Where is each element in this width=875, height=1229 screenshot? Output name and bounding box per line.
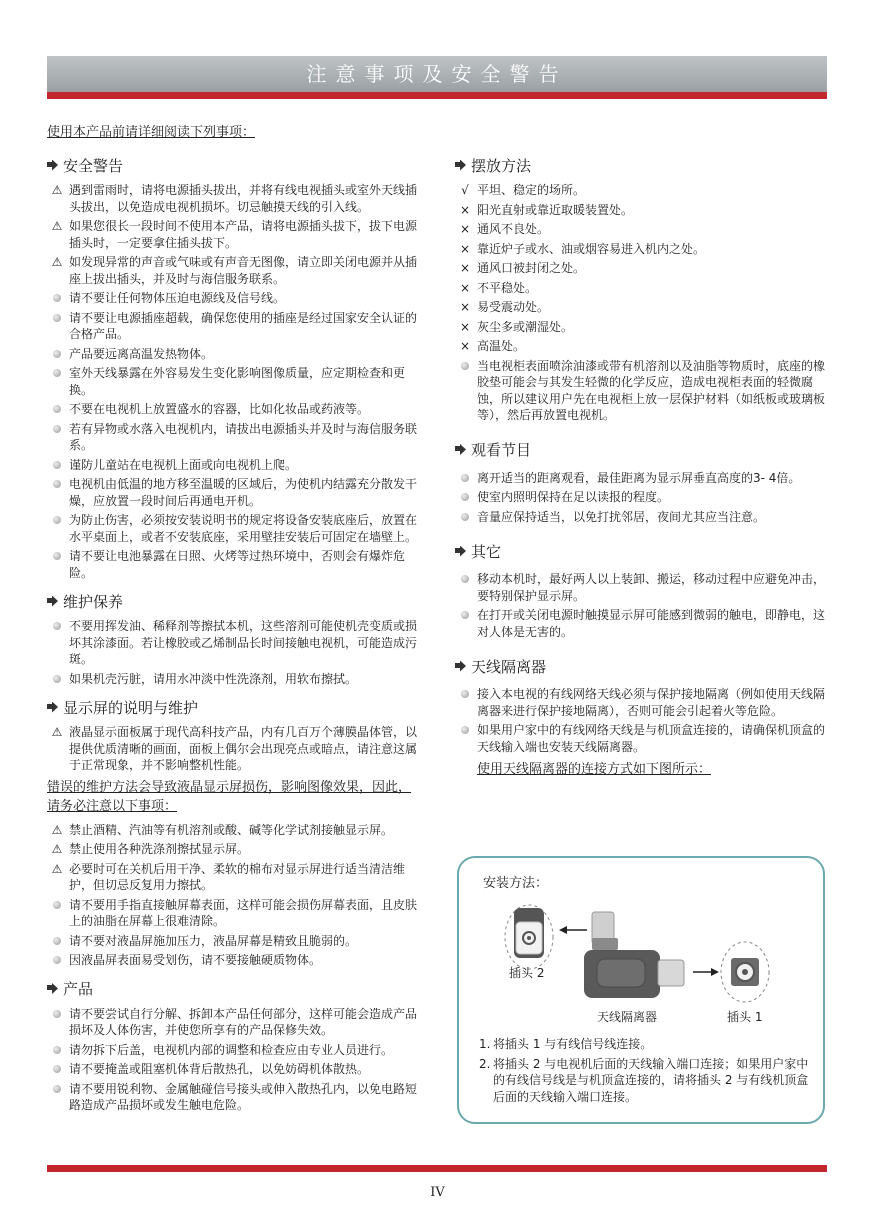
list-item-text: 室外天线暴露在外容易发生变化影响图像质量，应定期检查和更换。 — [69, 366, 406, 397]
page-title-banner — [47, 56, 827, 92]
section-marker-icon — [455, 546, 466, 557]
list-item — [47, 1006, 420, 1039]
list-item — [455, 722, 827, 755]
list-item — [47, 1081, 420, 1114]
section-marker-icon — [47, 160, 58, 171]
intro-text: 使用本产品前请详细阅读下列事项： — [47, 125, 256, 140]
warning-icon: ⚠ — [51, 255, 63, 269]
list-item-text: 禁止酒精、汽油等有机溶剂或酸、碱等化学试剂接触显示屏。 — [69, 822, 394, 837]
list-item-text: 如果您很长一段时间不使用本产品，请将电源插头拔下，拔下电源插头时，一定要拿住插头拔下。 — [69, 219, 418, 250]
list-item-text: 当电视柜表面喷涂油漆或带有机溶剂以及油脂等物质时，底座的橡胶垫可能会与其发生轻微的化学反应，造成电视柜表面的轻微腐蚀，所以建议用户先在电视柜上放一层保护材料（如纸板或玻璃板等），然后再放置电视机。 — [477, 358, 826, 422]
list-item-text: 为防止伤害，必须按安装说明书的规定将设备安装底座后，放置在水平桌面上，或者不安装底座，采用壁挂安装后可固定在墙壁上。 — [69, 513, 418, 544]
list-item-text: 电视机由低温的地方移至温暖的区域后，为使机内结露充分散发干燥，应放置一段时间后再通电开机。 — [69, 477, 418, 508]
list-item — [455, 182, 827, 199]
list-item — [47, 548, 420, 581]
list-item — [47, 618, 420, 668]
list-item-text: 不要用挥发油、稀释剂等擦拭本机，这些溶剂可能使机壳变质或损坏其涂漆面。若让橡胶或乙烯制品长时间接触电视机，可能造成污斑。 — [69, 619, 418, 666]
list-item — [455, 221, 827, 238]
list-item — [47, 218, 420, 251]
list-item — [455, 241, 827, 258]
install-diagram-box — [457, 856, 825, 1124]
install-steps — [479, 1036, 815, 1108]
plug-2-icon — [505, 905, 553, 969]
list-item-text: 请不要让任何物体压迫电源线及信号线。 — [69, 291, 286, 305]
list-item-text: 阳光直射或靠近取暖装置处。 — [477, 202, 634, 217]
plug-1-label: 插头 1 — [727, 1010, 763, 1024]
list-item — [47, 1061, 420, 1078]
cross-icon: × — [459, 202, 471, 217]
list-item — [455, 202, 827, 219]
section-screen-title: 显示屏的说明与维护 — [47, 697, 420, 717]
list-item-text: 接入本电视的有线网络天线必须与保护接地隔离（例如使用天线隔离器来进行保护接地隔离），否则可能会引起着火等危险。 — [477, 687, 826, 718]
cross-icon: × — [459, 222, 471, 236]
step-number: 1. — [479, 1037, 491, 1051]
list-item — [47, 182, 420, 215]
list-item-text: 平坦、稳定的场所。 — [477, 183, 586, 197]
list-item — [47, 1042, 420, 1059]
list-item — [455, 299, 827, 316]
cross-icon: × — [459, 339, 471, 353]
section-maintenance-title: 维护保养 — [47, 591, 420, 611]
list-item — [47, 421, 420, 454]
list-item-text: 高温处。 — [477, 339, 526, 353]
screen-list — [47, 724, 420, 774]
list-item — [47, 671, 420, 688]
arrow-left-icon — [559, 926, 587, 934]
list-item — [455, 319, 827, 336]
list-item-text: 易受震动处。 — [477, 300, 550, 314]
safety-list — [47, 182, 420, 581]
list-item — [455, 607, 827, 640]
list-item — [455, 509, 827, 526]
list-item-text: 禁止使用各种洗涤剂擦拭显示屏。 — [69, 842, 250, 856]
top-red-bar — [47, 92, 827, 99]
plug-1-icon — [721, 942, 769, 1002]
list-item-text: 使室内照明保持在足以读报的程度。 — [477, 490, 670, 504]
install-title: 安装方法： — [483, 876, 549, 891]
list-item — [47, 822, 420, 839]
screen-list-2 — [47, 822, 420, 969]
list-item — [47, 861, 420, 894]
list-item-text: 不平稳处。 — [477, 280, 538, 295]
list-item-text: 如果用户家中的有线网络天线是与机顶盒连接的，请确保机顶盒的天线输入端也安装天线隔离器。 — [477, 723, 826, 754]
placement-list — [455, 182, 827, 424]
cross-icon: × — [459, 280, 471, 295]
list-item-text: 在打开或关闭电源时触摸显示屏可能感到微弱的触电，即静电，这对人体是无害的。 — [477, 608, 826, 639]
list-item-text: 不要在电视机上放置盛水的容器，比如化妆品或药液等。 — [69, 402, 370, 416]
step-number: 2. — [479, 1056, 491, 1071]
list-item — [47, 254, 420, 287]
install-step — [479, 1036, 815, 1053]
list-item-text: 离开适当的距离观看，最佳距离为显示屏垂直高度的3- 4倍。 — [477, 470, 801, 485]
warning-icon: ⚠ — [51, 183, 63, 197]
list-item — [455, 280, 827, 297]
warning-icon: ⚠ — [51, 219, 63, 233]
list-item — [47, 724, 420, 774]
warning-icon: ⚠ — [51, 842, 63, 856]
list-item-text: 移动本机时，最好两人以上装卸、搬运，移动过程中应避免冲击，要特别保护显示屏。 — [477, 572, 826, 603]
list-item-text: 请不要尝试自行分解、拆卸本产品任何部分，这样可能会造成产品损坏及人体伤害，并使您所享有的产品保修失效。 — [69, 1006, 418, 1037]
product-list — [47, 1006, 420, 1114]
list-item — [47, 952, 420, 969]
warning-icon: ⚠ — [51, 725, 63, 739]
warning-icon: ⚠ — [51, 822, 63, 837]
list-item-text: 灰尘多或潮湿处。 — [477, 319, 574, 334]
section-other-title: 其它 — [455, 541, 827, 561]
list-item — [47, 346, 420, 363]
list-item — [47, 512, 420, 545]
left-column — [47, 155, 420, 1124]
list-item — [455, 260, 827, 277]
list-item-text: 液晶显示面板属于现代高科技产品，内有几百万个薄膜晶体管，以提供优质清晰的画面，面板上偶尔会出现亮点或暗点，请注意这属于正常现象，并不影响整机性能。 — [69, 725, 418, 772]
isolator-list — [455, 686, 827, 755]
check-icon: √ — [461, 183, 469, 197]
list-item-text: 通风口被封闭之处。 — [477, 261, 586, 275]
bottom-red-bar — [47, 1165, 827, 1172]
step-text: 将插头 1 与有线信号线连接。 — [493, 1037, 653, 1051]
cross-icon: × — [459, 319, 471, 334]
viewing-list — [455, 470, 827, 526]
list-item-text: 谨防儿童站在电视机上面或向电视机上爬。 — [69, 457, 298, 472]
list-item — [455, 358, 827, 424]
section-marker-icon — [455, 160, 466, 171]
section-viewing-title: 观看节目 — [455, 440, 827, 460]
list-item-text: 请不要让电池暴露在日照、火烤等过热环境中，否则会有爆炸危险。 — [69, 549, 406, 580]
list-item-text: 如发现异常的声音或气味或有声音无图像，请立即关闭电源并从插座上拔出插头，并及时与海信服务联系。 — [69, 255, 418, 286]
list-item — [455, 571, 827, 604]
list-item-text: 请不要用手指直接触屏幕表面，这样可能会损伤屏幕表面，且皮肤上的油脂在屏幕上很难清除。 — [69, 897, 418, 928]
list-item — [455, 338, 827, 355]
list-item-text: 请不要让电源插座超载，确保您使用的插座是经过国家安全认证的合格产品。 — [69, 310, 418, 341]
list-item — [47, 897, 420, 930]
screen-warning-note: 错误的维护方法会导致液晶显示屏损伤，影响图像效果，因此，请务必注意以下事项： — [47, 779, 412, 814]
section-marker-icon — [47, 702, 58, 713]
list-item-text: 若有异物或水落入电视机内，请拔出电源插头并及时与海信服务联系。 — [69, 421, 418, 452]
page-title: 注意事项及安全警告 — [306, 62, 568, 86]
list-item — [47, 933, 420, 950]
list-item-text: 请不要掩盖或阻塞机体背后散热孔，以免妨碍机体散热。 — [69, 1062, 370, 1076]
list-item-text: 产品要远离高温发热物体。 — [69, 346, 214, 361]
isolator-connection-note: 使用天线隔离器的连接方式如下图所示： — [477, 762, 712, 777]
list-item-text: 请不要对液晶屏施加压力，液晶屏幕是精致且脆弱的。 — [69, 933, 358, 948]
antenna-isolator-icon — [584, 912, 684, 998]
list-item-text: 请不要用锐利物、金属触碰信号接头或伸入散热孔内，以免电路短路造成产品损坏或发生触电危险。 — [69, 1081, 418, 1112]
step-text: 将插头 2 与电视机后面的天线输入端口连接；如果用户家中的有线信号线是与机顶盒连接的，请将插头 2 与有线机顶盒后面的天线输入端口连接。 — [493, 1056, 809, 1104]
list-item — [47, 310, 420, 343]
section-isolator-title: 天线隔离器 — [455, 656, 827, 676]
page-number: IV — [430, 1185, 445, 1200]
section-product-title: 产品 — [47, 979, 420, 999]
list-item-text: 音量应保持适当，以免打扰邻居，夜间尤其应当注意。 — [477, 509, 766, 524]
list-item — [47, 365, 420, 398]
list-item — [47, 476, 420, 509]
cross-icon: × — [459, 241, 471, 256]
isolator-label: 天线隔离器 — [597, 1010, 658, 1024]
list-item-text: 靠近炉子或水、油或烟容易进入机内之处。 — [477, 241, 706, 256]
section-marker-icon — [455, 661, 466, 672]
section-safety-title: 安全警告 — [47, 155, 420, 175]
other-list — [455, 571, 827, 640]
maintenance-list — [47, 618, 420, 687]
list-item — [455, 489, 827, 506]
list-item-text: 因液晶屏表面易受划伤，请不要接触硬质物体。 — [69, 953, 322, 967]
section-placement-title: 摆放方法 — [455, 155, 827, 175]
arrow-right-icon — [693, 968, 719, 976]
warning-icon: ⚠ — [51, 861, 63, 876]
list-item — [47, 290, 420, 307]
section-marker-icon — [455, 444, 466, 455]
plug-2-label: 插头 2 — [509, 966, 545, 980]
list-item-text: 遇到雷雨时，请将电源插头拔出，并将有线电视插头或室外天线插头拔出，以免造成电视机损坏。切忌触摸天线的引入线。 — [69, 183, 418, 214]
list-item — [455, 686, 827, 719]
install-step — [479, 1056, 815, 1106]
list-item-text: 如果机壳污脏，请用水冲淡中性洗涤剂，用软布擦拭。 — [69, 671, 358, 686]
list-item — [47, 457, 420, 474]
list-item — [47, 401, 420, 418]
list-item — [47, 841, 420, 858]
list-item-text: 请勿拆下后盖，电视机内部的调整和检查应由专业人员进行。 — [69, 1042, 394, 1057]
list-item-text: 通风不良处。 — [477, 222, 550, 236]
section-marker-icon — [47, 596, 58, 607]
right-column — [455, 155, 827, 777]
section-marker-icon — [47, 983, 58, 994]
cross-icon: × — [459, 300, 471, 314]
cross-icon: × — [459, 261, 471, 275]
list-item-text: 必要时可在关机后用干净、柔软的棉布对显示屏进行适当清洁维护，但切忌反复用力擦拭。 — [69, 861, 406, 892]
list-item — [455, 470, 827, 487]
